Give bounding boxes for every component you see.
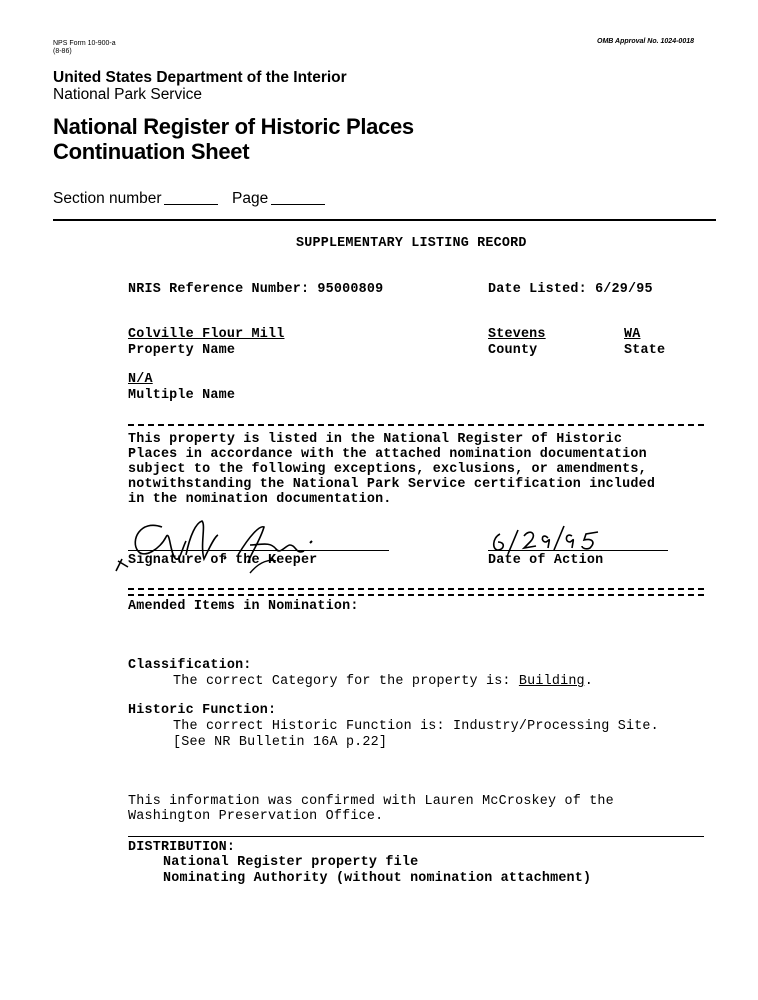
date-listed: Date Listed: 6/29/95	[488, 282, 653, 297]
page-label: Page	[232, 190, 269, 207]
multiple-label: Multiple Name	[128, 388, 236, 403]
date-of-action-line	[488, 550, 668, 551]
statement-line: notwithstanding the National Park Service certification included	[128, 477, 656, 492]
distribution-item: National Register property file	[163, 855, 419, 870]
distribution-divider	[128, 836, 704, 837]
multiple-value: N/A	[128, 372, 153, 387]
record-heading: SUPPLEMENTARY LISTING RECORD	[296, 236, 527, 251]
property-name-label: Property Name	[128, 343, 236, 358]
omb-approval: OMB Approval No. 1024-0018	[597, 38, 694, 45]
signature-line	[128, 550, 389, 551]
classification-text: The correct Category for the property is:	[173, 674, 519, 689]
page-subtitle: Continuation Sheet	[53, 139, 250, 164]
county-label: County	[488, 343, 538, 358]
historic-function-reference: [See NR Bulletin 16A p.22]	[173, 735, 388, 750]
statement-line: in the nomination documentation.	[128, 492, 392, 507]
classification-line	[173, 674, 593, 689]
department-name: United States Department of the Interior	[53, 69, 347, 86]
amended-items-heading: Amended Items in Nomination:	[128, 599, 359, 614]
confirmation-line: Washington Preservation Office.	[128, 809, 384, 824]
statement-line: Places in accordance with the attached nomination documentation	[128, 447, 647, 462]
dashed-divider	[128, 424, 704, 426]
property-name: Colville Flour Mill	[128, 327, 285, 342]
classification-label: Classification:	[128, 658, 252, 673]
section-number-label: Section number	[53, 190, 162, 207]
form-number: NPS Form 10-900-a	[53, 40, 116, 47]
date-of-action-label: Date of Action	[488, 553, 604, 568]
state-label: State	[624, 343, 666, 358]
section-number-blank	[164, 204, 218, 205]
distribution-item: Nominating Authority (without nomination attachment)	[163, 871, 592, 886]
historic-function-label: Historic Function:	[128, 703, 277, 718]
statement-line: This property is listed in the National Register of Historic	[128, 432, 623, 447]
page-title: National Register of Historic Places	[53, 114, 414, 139]
county-value: Stevens	[488, 327, 546, 342]
page-blank	[271, 204, 325, 205]
double-dashed-divider	[128, 588, 704, 596]
statement-line: subject to the following exceptions, exclusions, or amendments,	[128, 462, 647, 477]
nris-reference: NRIS Reference Number: 95000809	[128, 282, 384, 297]
classification-end: .	[584, 674, 594, 689]
header-divider	[53, 219, 716, 221]
service-name: National Park Service	[53, 86, 203, 103]
signature-label: Signature of the Keeper	[128, 553, 318, 568]
classification-value: Building	[518, 674, 585, 689]
historic-function-text: The correct Historic Function is: Industry/Processing Site.	[173, 719, 659, 734]
form-date: (8-86)	[53, 48, 72, 55]
distribution-label: DISTRIBUTION:	[128, 840, 236, 855]
state-value: WA	[624, 327, 641, 342]
confirmation-line: This information was confirmed with Lauren McCroskey of the	[128, 794, 614, 809]
